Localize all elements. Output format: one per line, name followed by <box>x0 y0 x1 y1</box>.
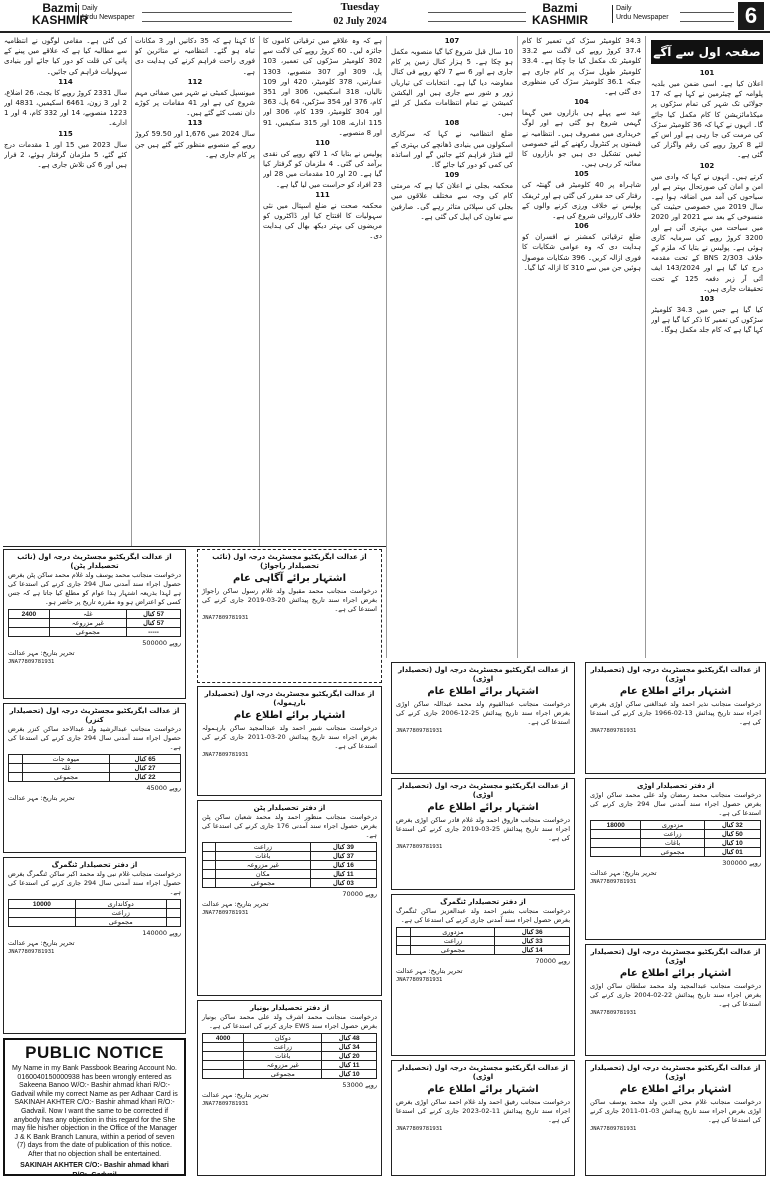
legal-notice <box>197 686 382 796</box>
table-row <box>9 610 181 619</box>
legal-notice <box>585 1060 766 1176</box>
table-cell: مجموعی <box>75 918 166 927</box>
news-column-5 <box>135 36 255 544</box>
table-cell: مجموعی <box>641 848 704 857</box>
table-cell: 57 کنال <box>127 619 181 628</box>
table-cell <box>397 928 411 937</box>
notice-text: درخواست منجانب غلام نبی ولد محمد اکبر ساکن ٹنگمرگ بغرض حصول اجراء سند آمدنی سال 294 جاری کرنے کی استدعا کی ہے۔ <box>8 870 181 896</box>
table-row <box>591 821 761 830</box>
brand-tag: Urdu Newspaper <box>616 13 669 21</box>
notice-text: درخواست منجانب عبدالقیوم ولد محمد عبداللہ ساکن اوڑی بغرض اجراء سند تاریخ پیدائش 25-12-2006 جاری کرنے کی استدعا کی ہے۔ <box>396 700 570 726</box>
notice-heading: اشتہار برائے اطلاع عام <box>427 686 539 697</box>
story-number: 104 <box>574 98 589 107</box>
notice-code: JNA77809781931 <box>202 1101 249 1107</box>
story-number: 111 <box>315 190 330 199</box>
table-cell <box>397 946 411 955</box>
revenue-table <box>8 754 181 782</box>
table-row <box>9 619 181 628</box>
table-row <box>591 848 761 857</box>
notice-signature: تحریر بتاریخ: مہر عدالت <box>8 939 75 947</box>
table-cell: 03 کنال <box>310 879 376 888</box>
story-text: کیا گیا ہے جس میں 34.3 کلومیٹر سڑکوں کی تعمیر کا ذکر کیا گیا ہے اور کہا گیا ہے کہ کام جلد مکمل ہوگا۔ <box>651 306 763 335</box>
notice-code: JNA77809781931 <box>590 728 637 734</box>
table-cell <box>203 852 216 861</box>
story-number: 108 <box>444 119 460 128</box>
header-ornament-far <box>680 12 734 22</box>
column-divider <box>645 36 646 658</box>
table-cell: زراعت <box>641 830 704 839</box>
notice-title: از عدالت ایگزیکٹیو مجسٹریٹ درجہ اول (تحصیلدار اوڑی) <box>590 948 761 965</box>
story-text: کا کہنا ہے کہ 35 دکانیں اور 3 مکانات تباہ ہو گئے۔ انتظامیہ نے متاثرین کو فوری راحت فراہم کرنے کی ہدایت دی ہے۔ <box>135 37 255 76</box>
table-row <box>203 852 377 861</box>
table-cell <box>203 1070 244 1079</box>
notice-amount: روپے 70000 <box>342 890 377 898</box>
story-text: سال 2024 میں 1,676 اور 59.50 کروڑ روپے کے منصوبے منظور کئے گئے ہیں جن پر کام جاری ہے۔ <box>135 130 255 159</box>
table-row <box>203 843 377 852</box>
table-cell: 16 کنال <box>310 861 376 870</box>
notice-heading: اشتہار برائے اطلاع عام <box>427 1084 539 1095</box>
story-text: میونسپل کمیٹی نے شہر میں صفائی مہم شروع کی ہے اور 41 مقامات پر کوڑے دان نصب کئے گئے ہیں۔ <box>135 88 255 118</box>
table-cell: میوہ جات <box>22 755 109 764</box>
notice-signature: تحریر بتاریخ: مہر عدالت <box>590 869 657 877</box>
amount-value: 45000 <box>146 784 168 792</box>
table-cell: باغات <box>641 839 704 848</box>
header-rule <box>0 31 770 33</box>
table-cell: 14 کنال <box>495 946 570 955</box>
amount-value: 300000 <box>722 859 748 867</box>
table-row <box>9 628 181 637</box>
notice-title: از عدالت ایگزیکٹیو مجسٹریٹ درجہ اول (نائب تحصیلدار پٹن) <box>17 553 172 570</box>
revenue-table <box>8 609 181 637</box>
table-cell <box>203 843 216 852</box>
table-cell: غیر مزروعہ <box>244 1061 322 1070</box>
legal-notice <box>3 703 186 853</box>
notice-text: درخواست منجانب عبدالرشید ولد عبدالاحد ساکن کنزر بغرض حصول اجراء سند آمدنی سال 294 جاری کرنے کی استدعا کی ہے۔ <box>8 725 181 751</box>
story-text: کرتے ہیں۔ انہوں نے کہا کہ وادی میں امن و امان کی صورتحال بہتر ہے اور سیاحوں کی آمد میں اضافہ ہوا ہے۔ سال 2019 میں خصوصی حیثیت کی منسوخی کے بعد سے 2021 اور 2020 میں سیاحت میں بہتری آئی ہے اور 3200 کروڑ روپے کی سرمایہ کاری ہوئی ہے۔ پولیس نے بتایا کہ ملزم کے خلاف BNS 2/303 کے تحت مقدمہ درج کیا گیا ہے اور 143/2024 ایف آئی آر زیر دفعہ 125 کے تحت تحقیقات جاری ہیں۔ <box>651 172 763 293</box>
notice-amount: روپے 45000 <box>146 784 181 792</box>
notice-code: JNA77809781931 <box>8 949 55 955</box>
table-cell: 18000 <box>591 821 641 830</box>
story-text: ضلع انتظامیہ نے کہا کہ سرکاری اسکولوں میں بنیادی ڈھانچے کی بہتری کے لئے فنڈز فراہم کئے جائیں گے اور اساتذہ کی کمی کو دور کیا جائے گا۔ <box>391 130 513 170</box>
table-cell <box>203 879 216 888</box>
table-cell: ----- <box>127 628 181 637</box>
table-cell: غلہ <box>22 764 109 773</box>
notice-amount: روپے 53000 <box>342 1081 377 1089</box>
legal-notice <box>391 1060 575 1176</box>
story-number: 110 <box>315 139 330 148</box>
notice-text: درخواست منجانب رفیق احمد ولد غلام احمد ساکن اوڑی بغرض اجراء سند تاریخ پیدائش 11-02-2023 جاری کرنے کی استدعا کی ہے۔ <box>396 1098 570 1124</box>
story-text: عید سے پہلے ہی بازاروں میں گہما گہمی شروع ہو گئی ہے اور لوگ خریداری میں مصروف ہیں۔ انتظامیہ نے قیمتوں پر کنٹرول رکھنے کے لئے خصوصی ٹیمیں تشکیل دی ہیں جو بازاروں کا معائنہ کر رہی ہیں۔ <box>522 109 641 169</box>
revenue-table <box>202 842 377 888</box>
notice-text: درخواست منجانب محمد اشرف ولد علی محمد ساکن بونیار بغرض حصول اجراء سند EWS جاری کرنے کی استدعا کی ہے۔ <box>202 1013 377 1030</box>
notice-title: از عدالت ایگزیکٹیو مجسٹریٹ درجہ اول (تحصیلدار بارہمولہ) <box>204 690 375 707</box>
table-cell <box>203 1052 244 1061</box>
column-divider <box>386 36 387 658</box>
table-cell <box>9 755 23 764</box>
brand-sub: KASHMIR <box>532 13 588 27</box>
table-row <box>591 830 761 839</box>
table-cell <box>203 1043 244 1052</box>
table-row <box>9 900 181 909</box>
notice-text: درخواست منجانب غلام محی الدین ولد محمد یوسف ساکن اوڑی بغرض اجراء سند تاریخ پیدائش 03-01-2011 جاری کرنے کی استدعا کی ہے۔ <box>590 1098 761 1124</box>
notice-code: JNA77809781931 <box>590 1010 637 1016</box>
table-cell: مکان <box>215 870 310 879</box>
notice-heading: اشتہار برائے اطلاع عام <box>233 710 346 721</box>
table-cell: مجموعی <box>22 773 109 782</box>
table-cell: مجموعی <box>49 628 126 637</box>
table-cell: 32 کنال <box>704 821 760 830</box>
notice-title: از عدالت ایگزیکٹیو مجسٹریٹ درجہ اول (تحصیلدار اوڑی) <box>398 666 568 683</box>
story-text: پولیس نے بتایا کہ 1 لاکھ روپے کی نقدی برآمد کی گئی۔ 4 ملزمان کو گرفتار کیا گیا ہے۔ 20 اور 10 مقدمات میں 28 اور 23 افراد کو حراست میں لیا گیا ہے۔ <box>263 150 382 189</box>
table-cell <box>203 861 216 870</box>
table-row <box>397 928 570 937</box>
table-cell: 39 کنال <box>310 843 376 852</box>
amount-value: 140000 <box>142 929 168 937</box>
table-row <box>397 937 570 946</box>
public-notice-title: PUBLIC NOTICE <box>25 1043 164 1062</box>
story-text: 10 سال قبل شروع کیا گیا منصوبہ مکمل ہو چکا ہے۔ 5 ہزار کنال زمین پر کام جاری ہے اور 6 سے 7 لاکھ روپے فی کنال معاوضہ دیا گیا ہے۔ انتخابات کی تیاریاں زور و شور سے جاری ہیں اور الیکشن کمیشن نے تمام انتظامات مکمل کر لئے ہیں۔ <box>391 48 513 118</box>
table-cell <box>9 619 50 628</box>
table-cell <box>166 909 180 918</box>
story-text: ہے کہ وہ علاقے میں ترقیاتی کاموں کا جائزہ لیں۔ 60 کروڑ روپے کی لاگت سے 302 کلومیٹر سڑکوں کی تعمیر، 103 پل، 309 اور 307 منصوبے، 1303 عمارتیں، 378 کلومیٹر، 420 اور 109 نالیاں، 318 اسکیمیں، 306 اور 351 کام، 376 اور 354 سڑکیں، 64 پل، 363 اور 304 کلومیٹر، 139 کام، 306 اور 115 ادارے، 108 اور 315 سکیمیں، 91 اور 8 منصوبے۔ <box>263 37 382 137</box>
notice-signature: تحریر بتاریخ: مہر عدالت <box>8 649 75 657</box>
table-cell: 57 کنال <box>127 610 181 619</box>
table-cell <box>166 900 180 909</box>
brand-daily: Daily <box>82 5 98 12</box>
table-cell: 65 کنال <box>110 755 181 764</box>
legal-notice <box>197 1000 382 1176</box>
table-cell: مجموعی <box>411 946 495 955</box>
notice-title: از دفتر تحصیلدار ٹنگمرگ <box>440 898 526 906</box>
table-row <box>591 839 761 848</box>
notice-code: JNA77809781931 <box>590 879 637 885</box>
table-cell: 22 کنال <box>110 773 181 782</box>
table-cell: 01 کنال <box>704 848 760 857</box>
brand-sub: KASHMIR <box>32 13 88 27</box>
revenue-table <box>396 927 570 955</box>
notice-code: JNA77809781931 <box>396 977 443 983</box>
notice-heading: اشتہار برائے اطلاع عام <box>619 1084 732 1095</box>
story-text: شاہراہ پر 40 کلومیٹر فی گھنٹہ کی رفتار کی حد مقرر کی گئی ہے اور ٹریفک پولیس نے خلاف ورزی کرنے والوں کے خلاف کارروائی شروع کی ہے۔ <box>522 181 641 221</box>
table-row <box>9 773 181 782</box>
table-cell: زراعت <box>75 909 166 918</box>
story-number: 113 <box>187 119 203 128</box>
notice-heading: اشتہار برائے اطلاع عام <box>619 686 732 697</box>
table-row <box>9 909 181 918</box>
news-column-3 <box>391 36 513 656</box>
public-notice-body: My Name in my Bank Passbook Bearing Account No. 0160040150000938 has been wrongly entered as Sakeena Banoo W/O:- Bashir ahmad khari R/O:- Gadvail while my correct Name as per Adhaar Card is SAKINAH AKHTER C/O:- Bashir ahmad khari R/O:- Gadvail. Now I want the same to be corrected if anybody has any objection in this regard for the She may file his/her objection in the Office of the Manager J & K Bank Branch Lanura, within a period of seven (7) days from the date of publication of this notice. After that no objection shall be entertained. <box>11 1065 178 1158</box>
table-row <box>203 1052 377 1061</box>
table-row <box>397 946 570 955</box>
front-column <box>651 68 763 658</box>
story-number: 105 <box>574 170 589 179</box>
legal-notice <box>391 778 575 890</box>
table-row <box>9 918 181 927</box>
amount-value: 53000 <box>342 1081 364 1089</box>
table-cell: مزدوری <box>411 928 495 937</box>
legal-notice <box>3 549 186 699</box>
table-cell: 10 کنال <box>704 839 760 848</box>
table-cell: 11 کنال <box>310 870 376 879</box>
masthead <box>0 0 770 34</box>
column-divider <box>131 36 132 546</box>
table-row <box>203 1034 377 1043</box>
story-text: 34.3 کلومیٹر سڑک کی تعمیر کا کام 37.4 کروڑ روپے کی لاگت سے 33.2 کلومیٹر تک مکمل کیا جا چکا ہے۔ 33.4 کلومیٹر طویل سڑک پر کام جاری ہے جبکہ 36.1 کلومیٹر سڑک کی منظوری دی گئی ہے۔ <box>522 37 641 97</box>
notice-signature: تحریر بتاریخ: مہر عدالت <box>202 900 269 908</box>
notice-amount: روپے 500000 <box>142 639 181 647</box>
notice-title: از دفتر تحصیلدار پٹن <box>253 804 326 812</box>
notice-title: از عدالت ایگزیکٹیو مجسٹریٹ درجہ اول (تحصیلدار اوڑی) <box>590 666 761 683</box>
news-column-6 <box>4 36 127 544</box>
notice-text: درخواست منجانب محمد رمضان ولد علی محمد ساکن اوڑی بغرض حصول اجراء سند آمدنی سال 294 جاری کرنے کی استدعا کی ہے۔ <box>590 791 761 817</box>
table-cell <box>591 830 641 839</box>
revenue-table <box>202 1033 377 1079</box>
notice-title: از عدالت ایگزیکٹیو مجسٹریٹ درجہ اول (تحصیلدار اوڑی) <box>398 782 568 799</box>
notice-amount: روپے 300000 <box>722 859 761 867</box>
header-ornament-right <box>428 12 526 22</box>
table-cell: 48 کنال <box>322 1034 377 1043</box>
notice-title: از دفتر تحصیلدار بونیار <box>249 1004 330 1012</box>
brand-name: Bazmi <box>542 1 578 15</box>
legal-notice <box>3 857 186 1034</box>
notice-code: JNA77809781931 <box>202 615 249 621</box>
public-notice-address: R/O:- Gadvail <box>72 1172 117 1176</box>
story-text: ضلع ترقیاتی کمشنر نے افسران کو ہدایت دی کہ وہ عوامی شکایات کا فوری ازالہ کریں۔ 396 شکایات موصول ہوئیں جن میں سے 310 کا ازالہ کیا گیا۔ <box>522 233 641 272</box>
notice-title: از عدالت ایگزیکٹیو مجسٹریٹ درجہ اول (نائب تحصیلدار راجواڑ) <box>212 553 367 570</box>
news-column-4 <box>263 36 382 544</box>
public-notice-signatory: SAKINAH AKHTER C/O:- Bashir ahmad khari <box>20 1161 169 1169</box>
table-row <box>203 1043 377 1052</box>
notice-code: JNA77809781931 <box>396 1126 443 1132</box>
story-number: 103 <box>699 295 715 304</box>
table-cell <box>591 848 641 857</box>
notice-signature: تحریر بتاریخ: مہر عدالت <box>8 794 75 802</box>
table-cell: 11 کنال <box>322 1061 377 1070</box>
legal-notice <box>585 778 766 940</box>
notice-code: JNA77809781931 <box>202 752 249 758</box>
story-number: 115 <box>58 129 73 138</box>
table-row <box>203 1061 377 1070</box>
table-cell <box>203 870 216 879</box>
story-text: سال 2023 میں 15 اور 1 مقدمات درج کئے گئے، 5 ملزمان گرفتار ہوئے، 2 فرار ہیں اور 6 کی تلاش جاری ہے۔ <box>4 140 127 170</box>
revenue-table <box>590 820 761 857</box>
notice-title: از دفتر تحصیلدار ٹنگمرگ <box>51 861 138 869</box>
section-banner: صفحہ اول سے آگے <box>651 40 763 64</box>
table-cell: 36 کنال <box>495 928 570 937</box>
table-cell: زراعت <box>244 1043 322 1052</box>
table-cell <box>9 909 76 918</box>
table-cell: 37 کنال <box>310 852 376 861</box>
story-text: محکمہ صحت نے ضلع اسپتال میں نئی سہولیات کا افتتاح کیا اور ڈاکٹروں کو مریضوں کی بہتر دیکھ بھال کی ہدایت دی۔ <box>263 201 382 241</box>
legal-notice <box>391 662 575 774</box>
table-cell: زراعت <box>215 843 310 852</box>
story-number: 109 <box>444 171 460 180</box>
notice-amount: روپے 70000 <box>535 957 570 965</box>
table-cell: مجموعی <box>215 879 310 888</box>
story-text: اعلان کیا ہے۔ اسی ضمن میں بلدیہ پلوامہ کے چیئرمین نے کہا ہے کہ 17 جولائی تک شہر کی تمام سڑکوں پر میکڈمائزیشن کا کام مکمل کیا جائے گا۔ انہوں نے کہا کہ 36 کلومیٹر سڑک کی مرمت کی جا رہی ہے اور اس کے لئے 8 کروڑ روپے کی رقم واگزار کی گئی ہے۔ <box>651 80 763 160</box>
column-divider <box>517 36 518 658</box>
table-row <box>203 879 377 888</box>
notice-code: JNA77809781931 <box>396 728 443 734</box>
table-cell <box>397 937 411 946</box>
page-number: 6 <box>738 2 764 30</box>
story-text: سال 2331 کروڑ روپے کا بجٹ، 26 اضلاع، 2 اور 3 زون، 6461 اسکیمیں، 4831 اور 1223 منصوبے، 14 اور 332 کام، 4 اور 1 ادارے۔ <box>4 88 127 128</box>
table-cell: 10 کنال <box>322 1070 377 1079</box>
table-cell: دوکانداری <box>75 900 166 909</box>
table-cell <box>9 764 23 773</box>
table-cell: 34 کنال <box>322 1043 377 1052</box>
table-cell: باغات <box>215 852 310 861</box>
table-cell: زراعت <box>411 937 495 946</box>
section-rule <box>3 546 386 547</box>
story-number: 112 <box>187 77 203 86</box>
table-cell: غیر مزروعہ <box>215 861 310 870</box>
amount-value: 70000 <box>535 957 557 965</box>
table-cell: 27 کنال <box>110 764 181 773</box>
notice-heading: اشتہار برائے اطلاع عام <box>427 802 539 813</box>
notice-title: از عدالت ایگزیکٹیو مجسٹریٹ درجہ اول (تحصیلدار کنزر) <box>9 707 180 724</box>
brand-tag: Urdu Newspaper <box>82 13 135 21</box>
notice-signature: تحریر بتاریخ: مہر عدالت <box>396 967 463 975</box>
notice-text: درخواست منجانب محمد یوسف ولد غلام محمد ساکن پٹن بغرض حصول اجراء سند آمدنی سال 294 جاری کرنے کی استدعا کی ہے لہذا بذریعہ اشتہار ہذا عوام کو مطلع کیا جاتا ہے کہ جس کسی کو اعتراض ہو وہ مقررہ تاریخ پر حاضر ہو۔ <box>8 571 181 606</box>
amount-value: 70000 <box>342 890 364 898</box>
story-number: 101 <box>699 69 715 77</box>
notice-text: درخواست منجانب بشیر احمد ولد عبدالعزیز ساکن ٹنگمرگ بغرض حصول اجراء سند آمدنی جاری کرنے کی استدعا کی ہے۔ <box>396 907 570 924</box>
legal-notice <box>197 800 382 996</box>
notice-code: JNA77809781931 <box>202 910 249 916</box>
table-cell <box>166 918 180 927</box>
table-row <box>9 764 181 773</box>
notice-code: JNA77809781931 <box>396 844 443 850</box>
notice-code: JNA77809781931 <box>590 1126 637 1132</box>
notice-text: درخواست منجانب محمد مقبول ولد غلام رسول ساکن راجواڑ بغرض اجراء سند تاریخ پیدائش 20-03-2019 جاری کرنے کی استدعا کی ہے۔ <box>202 587 377 613</box>
table-cell <box>591 839 641 848</box>
brand-tagline-left <box>78 5 135 23</box>
dateline <box>300 1 420 27</box>
table-cell: 10000 <box>9 900 76 909</box>
table-cell: غلہ <box>49 610 126 619</box>
table-cell: 33 کنال <box>495 937 570 946</box>
brand-logo-right <box>532 2 588 26</box>
table-cell: دوکان <box>244 1034 322 1043</box>
brand-daily: Daily <box>616 5 632 12</box>
table-cell: 2400 <box>9 610 50 619</box>
notice-text: درخواست منجانب شبیر احمد ولد عبدالمجید ساکن بارہمولہ بغرض اجراء سند تاریخ پیدائش 20-03-2011 جاری کرنے کی استدعا کی ہے۔ <box>202 724 377 750</box>
date-label: 02 July 2024 <box>333 16 387 27</box>
table-row <box>203 870 377 879</box>
brand-name: Bazmi <box>42 1 78 15</box>
notice-code: JNA77809781931 <box>8 659 55 665</box>
notice-title: از دفتر تحصیلدار اوڑی <box>636 782 715 790</box>
story-text: محکمہ بجلی نے اعلان کیا ہے کہ مرمتی کام کی وجہ سے مختلف علاقوں میں بجلی کی سپلائی متاثر رہے گی۔ صارفین سے تعاون کی اپیل کی گئی ہے۔ <box>391 182 513 221</box>
story-number: 106 <box>574 222 589 231</box>
table-row <box>203 861 377 870</box>
brand-tagline-right <box>612 5 669 23</box>
notice-signature: تحریر بتاریخ: مہر عدالت <box>202 1091 269 1099</box>
notice-title: از عدالت ایگزیکٹیو مجسٹریٹ درجہ اول (تحصیلدار اوڑی) <box>590 1064 761 1081</box>
table-row <box>203 1070 377 1079</box>
news-column-2 <box>522 36 641 656</box>
notice-text: درخواست منجانب منظور احمد ولد محمد شعبان ساکن پٹن بغرض حصول اجراء سند آمدنی 176 جاری کرنے کی استدعا کی ہے۔ <box>202 813 377 839</box>
amount-value: 500000 <box>142 639 168 647</box>
table-cell: غیر مزروعہ <box>49 619 126 628</box>
public-notice <box>3 1038 186 1176</box>
legal-notice <box>197 549 382 683</box>
table-cell <box>9 918 76 927</box>
notice-text: درخواست منجانب فاروق احمد ولد غلام قادر ساکن اوڑی بغرض اجراء سند تاریخ پیدائش 25-03-2019 جاری کرنے کی استدعا کی ہے۔ <box>396 816 570 842</box>
legal-notice <box>585 662 766 774</box>
notice-title: از عدالت ایگزیکٹیو مجسٹریٹ درجہ اول (تحصیلدار اوڑی) <box>398 1064 568 1081</box>
table-cell: 20 کنال <box>322 1052 377 1061</box>
header-ornament-left <box>142 12 292 22</box>
story-number: 102 <box>699 161 715 170</box>
notice-text: درخواست منجانب نذیر احمد ولد عبدالغنی ساکن اوڑی بغرض اجراء سند تاریخ پیدائش 13-02-1966 جاری کرنے کی استدعا کی ہے۔ <box>590 700 761 726</box>
column-divider <box>259 36 260 546</box>
legal-notice <box>585 944 766 1056</box>
table-cell: مجموعی <box>244 1070 322 1079</box>
day-label: Tuesday <box>340 1 380 13</box>
story-number: 114 <box>58 77 73 86</box>
table-cell <box>203 1061 244 1070</box>
notice-amount: روپے 140000 <box>142 929 181 937</box>
notice-heading: اشتہار برائے آگاہی عام <box>232 573 347 584</box>
legal-notice <box>391 894 575 1056</box>
notice-text: درخواست منجانب عبدالمجید ولد محمد سلطان ساکن اوڑی بغرض اجراء سند تاریخ پیدائش 22-02-2004 جاری کرنے کی استدعا کی ہے۔ <box>590 982 761 1008</box>
table-cell: مزدوری <box>641 821 704 830</box>
table-cell: باغات <box>244 1052 322 1061</box>
revenue-table <box>8 899 181 927</box>
story-number: 107 <box>444 37 460 45</box>
notice-heading: اشتہار برائے اطلاع عام <box>619 968 732 979</box>
story-text: کی گئی ہے۔ مقامی لوگوں نے انتظامیہ سے مطالبہ کیا ہے کہ علاقے میں پینے کے پانی کی قلت کو دور کیا جائے اور بنیادی سہولیات فراہم کی جائیں۔ <box>4 37 127 76</box>
table-cell <box>9 628 50 637</box>
table-row <box>9 755 181 764</box>
table-cell: 4000 <box>203 1034 244 1043</box>
table-cell <box>9 773 23 782</box>
table-cell: 50 کنال <box>704 830 760 839</box>
